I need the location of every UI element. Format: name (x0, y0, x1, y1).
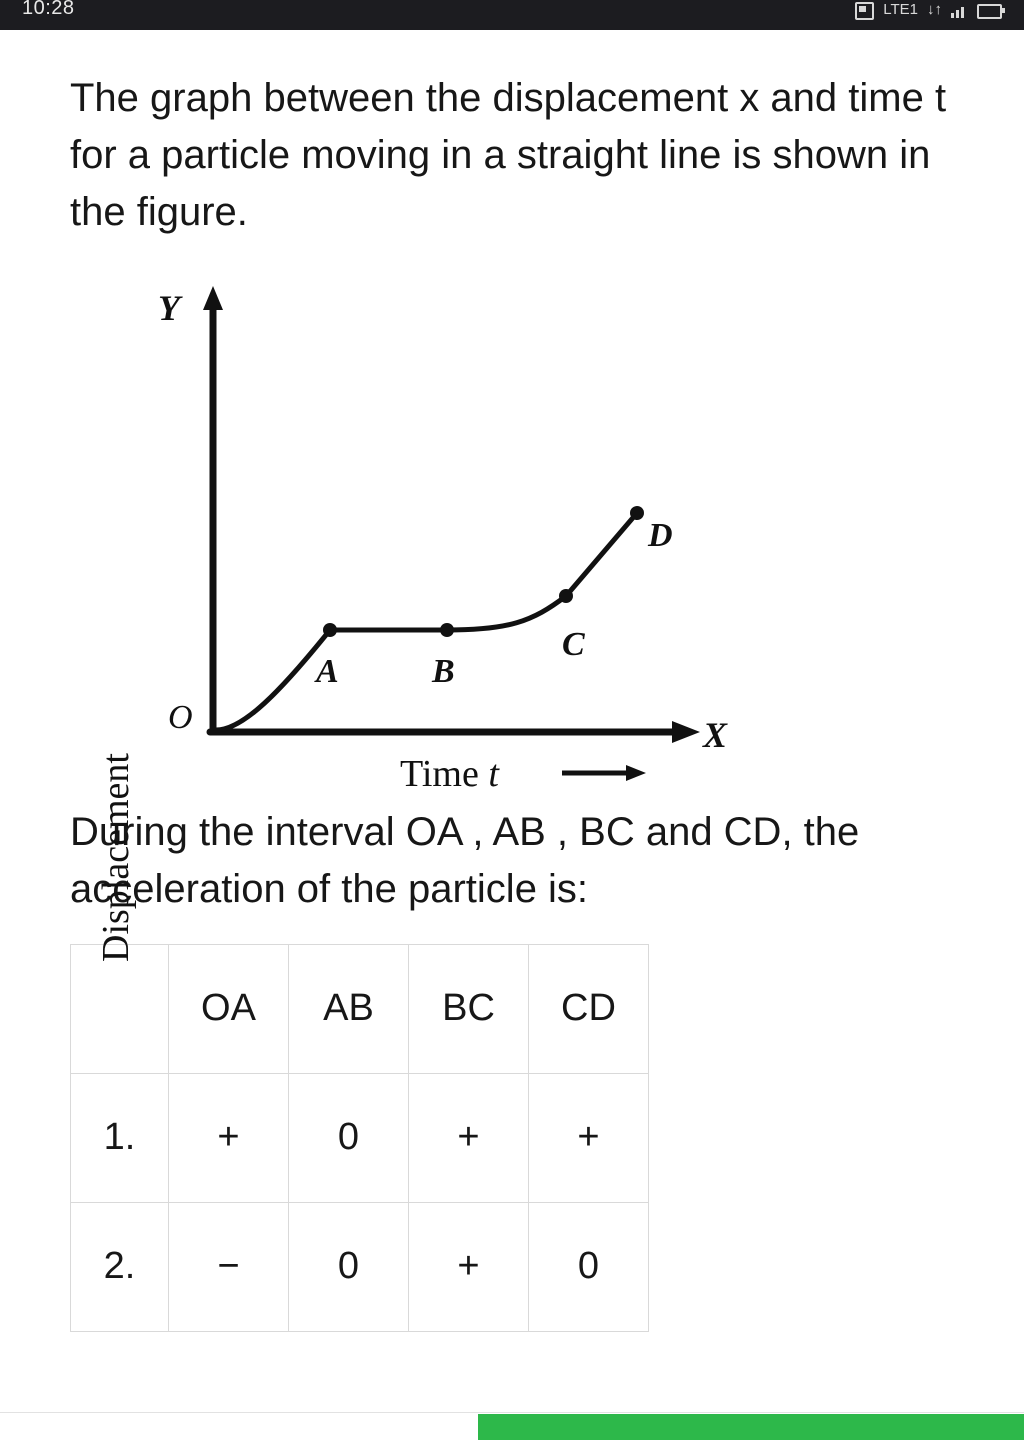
option-1-cd: + (529, 1073, 649, 1202)
question-stem: The graph between the displacement x and time t for a particle moving in a straight line is shown in the figure. (70, 76, 947, 234)
point-label-d: D (648, 517, 673, 555)
table-row[interactable] (71, 1202, 649, 1331)
status-bar-clock: 10:28 (22, 0, 75, 19)
header-ab: AB (289, 944, 409, 1073)
option-1-bc: + (409, 1073, 529, 1202)
table-header-row (71, 944, 649, 1073)
point-label-a: A (316, 653, 339, 691)
option-2-oa: − (169, 1202, 289, 1331)
status-bar-indicators (855, 0, 1002, 18)
table-row[interactable] (71, 1073, 649, 1202)
header-cd: CD (529, 944, 649, 1073)
option-1-oa: + (169, 1073, 289, 1202)
axis-letter-y: Y (158, 288, 180, 329)
sim-card-icon (855, 2, 874, 20)
network-type-label: LTE1 (883, 0, 918, 18)
options-table (70, 944, 649, 1332)
axis-letter-x: X (703, 715, 728, 756)
options-table-wrap (0, 918, 1024, 1332)
header-oa: OA (169, 944, 289, 1073)
point-label-b: B (432, 653, 455, 691)
point-label-c: C (562, 626, 585, 664)
header-bc: BC (409, 944, 529, 1073)
question-content (0, 30, 1024, 1332)
x-axis-label: Time t (400, 753, 499, 796)
header-blank (71, 944, 169, 1073)
option-2-ab: 0 (289, 1202, 409, 1331)
progress-accent-bar (478, 1414, 1024, 1440)
option-2-cd: 0 (529, 1202, 649, 1331)
y-axis-label: Displacement (95, 753, 137, 963)
question-prompt: During the interval OA , AB , BC and CD, the acceleration of the particle is: (70, 810, 860, 912)
status-bar (0, 0, 1024, 30)
option-number: 1. (71, 1073, 169, 1202)
option-number: 2. (71, 1202, 169, 1331)
data-transfer-icon: ↓↑ (927, 0, 942, 18)
option-1-ab: 0 (289, 1073, 409, 1202)
origin-label: O (168, 699, 193, 737)
signal-bars-icon (951, 5, 968, 18)
option-2-bc: + (409, 1202, 529, 1331)
bottom-bar (0, 1412, 1024, 1440)
battery-icon (977, 4, 1002, 19)
